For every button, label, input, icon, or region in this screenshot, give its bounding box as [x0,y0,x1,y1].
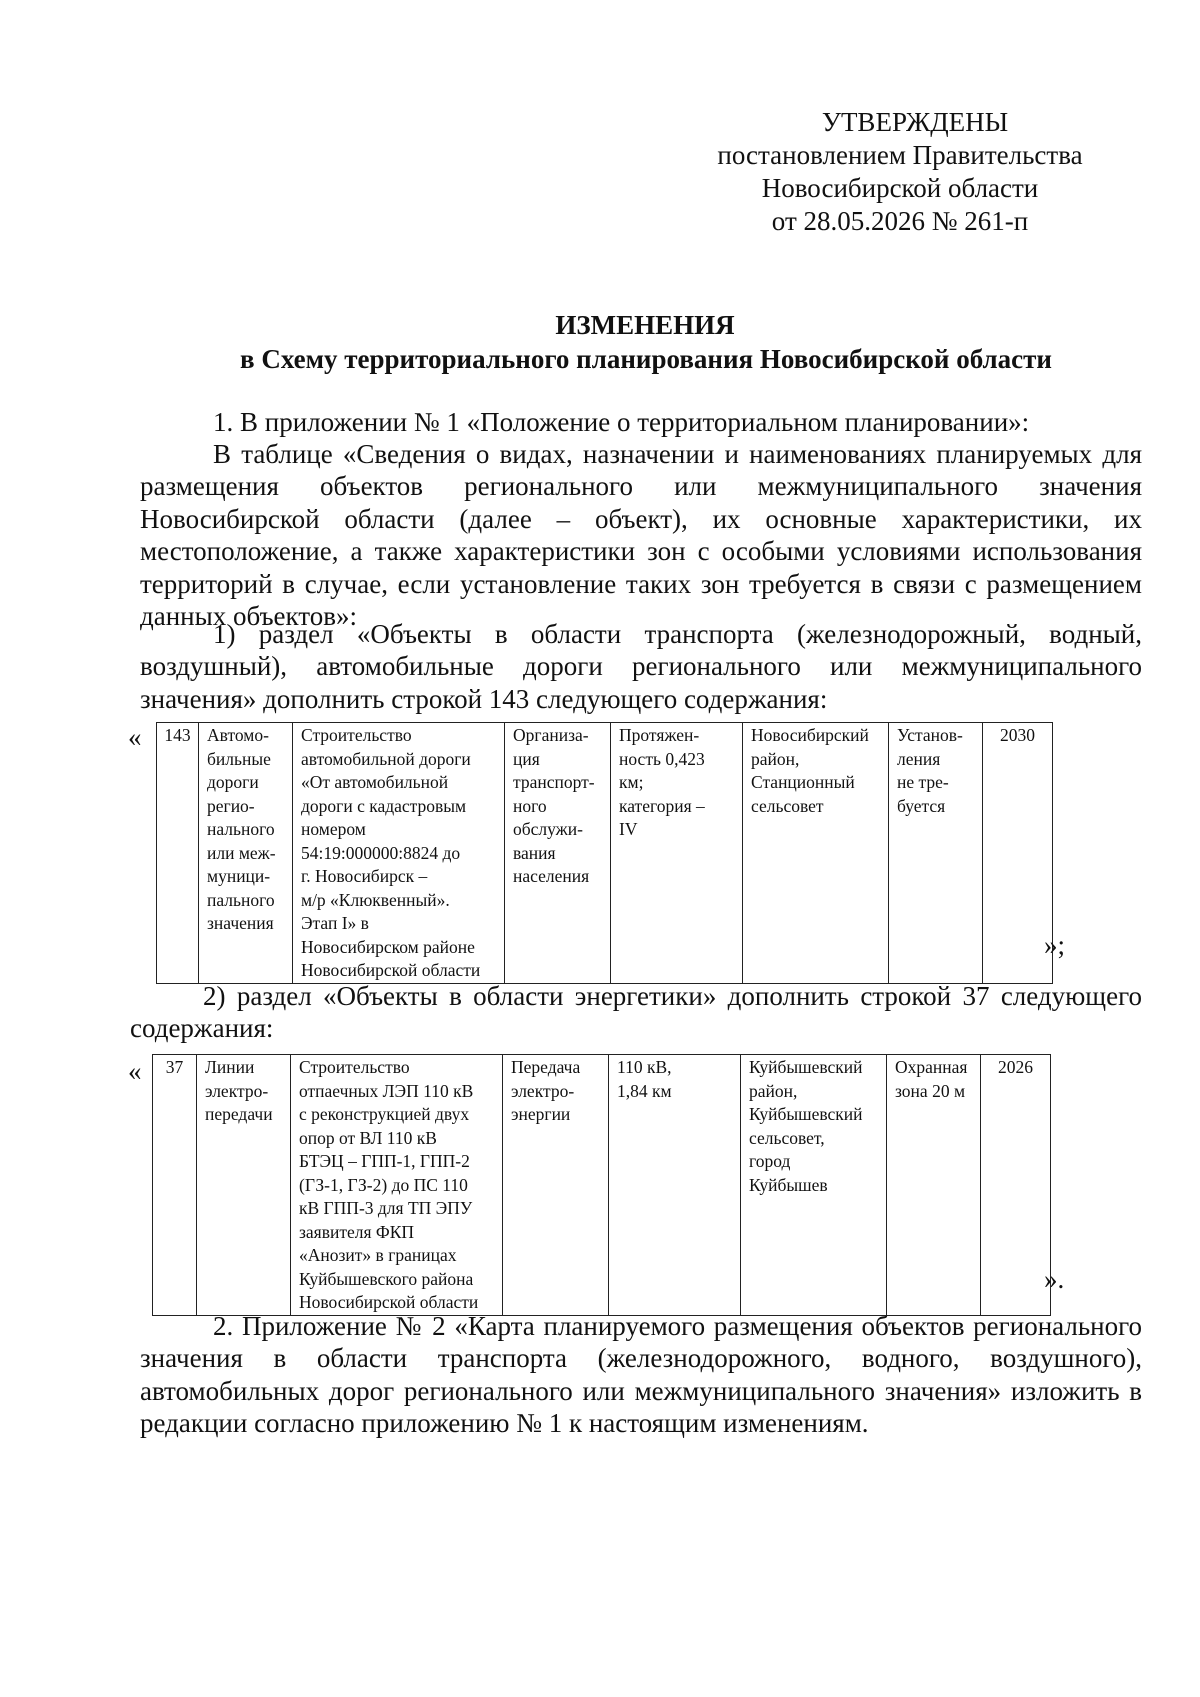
approval-by: постановлением Правительства [717,140,1083,170]
approval-heading: УТВЕРЖДЕНЫ [821,107,1009,137]
cell-number: 143 [157,723,199,984]
cell-location: Новосибирский район, Станционный сельсовет [743,723,889,984]
cell-purpose: Передача электро- энергии [503,1055,609,1316]
table-transport-row [156,722,1053,984]
cell-number: 37 [153,1055,197,1316]
cell-zone: Установ- ления не тре- буется [889,723,983,984]
table-energy [152,1054,1051,1316]
paragraph-energy-section: 2) раздел «Объекты в области энергетики» дополнить строкой 37 следующего содержания: [130,981,1142,1044]
table-row [153,1055,1051,1316]
paragraph-table-intro: В таблице «Сведения о видах, назначении и наименованиях планируемых для размещения объектов регионального или межмуниципального значения Новосибирской области (далее – объект), их основные характеристики, их местоположение, а также характеристики зон с особыми условиями использования территорий в случае, если установление таких зон требуется в связи с размещением данных объектов»: [140,439,1142,632]
cell-object-name: Строительство отпаечных ЛЭП 110 кВ с реконструкцией двух опор от ВЛ 110 кВ БТЭЦ – ГПП-1, ГПП-2 (ГЗ-1, ГЗ-2) до ПС 110 кВ ГПП-3 для ТП ЭПУ заявителя ФКП «Анозит» в границах Куйбышевского района Новосибирской области [291,1055,503,1316]
table-transport [156,722,1053,984]
table1-open-quote: « [128,722,142,752]
table-row [157,723,1053,984]
cell-location: Куйбышевский район, Куйбышевский сельсовет, город Куйбышев [741,1055,887,1316]
approval-region: Новосибирской области [761,173,1039,203]
cell-year: 2030 [983,723,1053,984]
cell-year: 2026 [981,1055,1051,1316]
title-subject: в Схему территориального планирования Новосибирской области [240,344,1052,374]
cell-object-type: Автомо- бильные дороги регио- нального или меж- муници- пального значения [199,723,293,984]
table2-close-quote: ». [1044,1264,1065,1294]
cell-zone: Охранная зона 20 м [887,1055,981,1316]
cell-characteristics: Протяжен- ность 0,423 км; категория – IV [611,723,743,984]
approval-date-number: от 28.05.2026 № 261-п [771,206,1029,236]
cell-purpose: Организа- ция транспорт- ного обслужи- вания населения [505,723,611,984]
table1-close-quote: »; [1044,930,1066,960]
paragraph-1: 1. В приложении № 1 «Положение о территориальном планировании»: [213,407,1030,437]
table2-open-quote: « [128,1056,142,1086]
cell-characteristics: 110 кВ, 1,84 км [609,1055,741,1316]
paragraph-2: 2. Приложение № 2 «Карта планируемого размещения объектов регионального значения в области транспорта (железнодорожного, водного, воздушного), автомобильных дорог регионального или межмуниципального значения» изложить в редакции согласно приложению № 1 к настоящим изменениям. [140,1311,1142,1439]
paragraph-transport-section: 1) раздел «Объекты в области транспорта (железнодорожный, водный, воздушный), автомобильные дороги регионального или межмуниципального значения» дополнить строкой 143 следующего содержания: [140,619,1142,714]
cell-object-name: Строительство автомобильной дороги «От автомобильной дороги с кадастровым номером 54:19:000000:8824 до г. Новосибирск – м/р «Клюквенный». Этап I» в Новосибирском районе Новосибирской области [293,723,505,984]
title-main: ИЗМЕНЕНИЯ [555,310,735,340]
cell-object-type: Линии электро- передачи [197,1055,291,1316]
table-energy-row [152,1054,1051,1316]
document-title [0,308,1200,376]
approval-block [700,106,1100,238]
